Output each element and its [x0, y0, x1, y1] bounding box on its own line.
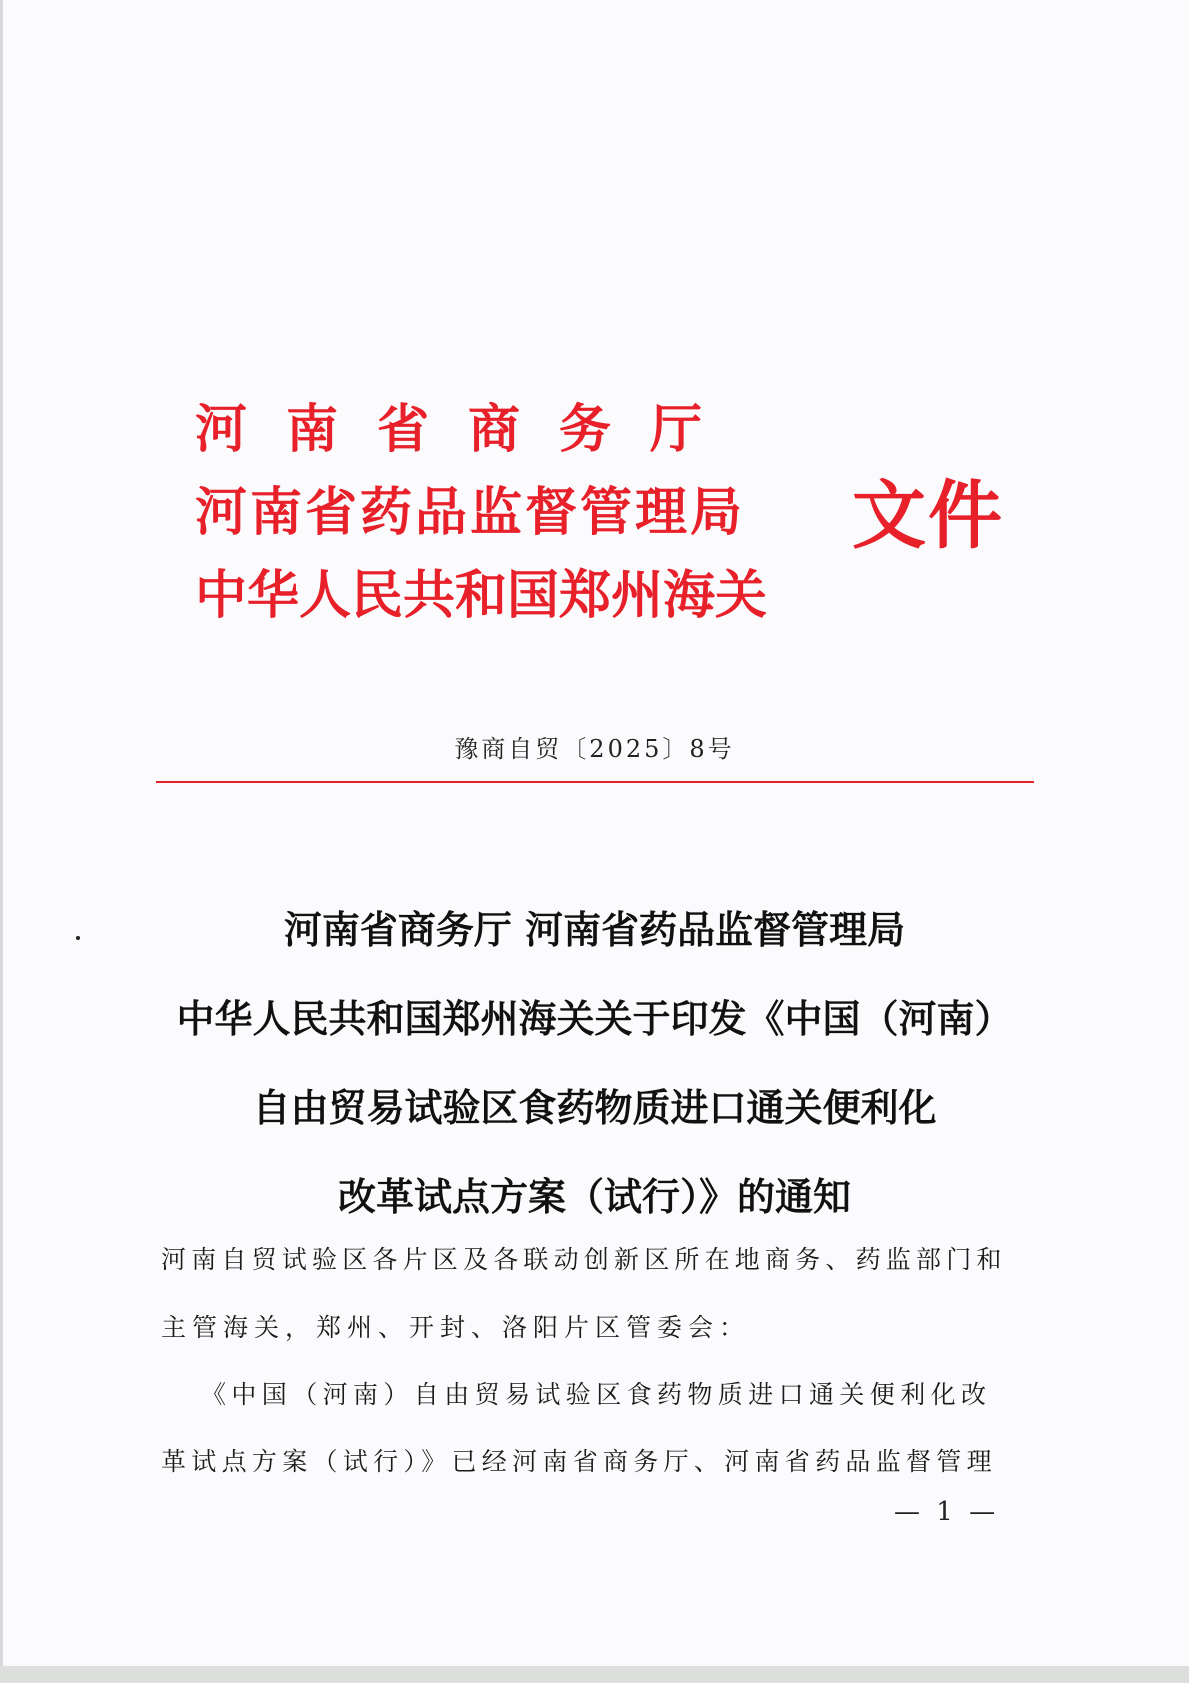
- scan-left-edge: [0, 0, 3, 1666]
- title-line: 改革试点方案（试行）》的通知: [337, 1174, 851, 1219]
- scan-bottom-strip: [0, 1666, 1189, 1683]
- body-text-line: 河南自贸试验区各片区及各联动创新区所在地商务、药监部门和: [161, 1245, 1007, 1274]
- letterhead-doc-type: 文件: [852, 473, 1004, 559]
- title-line: 自由贸易试验区食药物质进口通关便利化: [252, 1085, 937, 1130]
- issuer-zhengzhou-customs: 中华人民共和国郑州海关: [195, 566, 768, 626]
- page-number: — 1 —: [894, 1497, 1000, 1527]
- document-number: 豫商自贸〔2025〕8号: [454, 735, 735, 763]
- body-text-line: 《中国（河南）自由贸易试验区食药物质进口通关便利化改: [201, 1380, 992, 1409]
- letterhead-red-rule: [156, 781, 1034, 783]
- title-line: 河南省商务厅 河南省药品监督管理局: [283, 907, 906, 952]
- issuer-commerce-department: 河南省商务厅: [195, 400, 742, 460]
- body-text-line: 主管海关，郑州、开封、洛阳片区管委会：: [161, 1313, 751, 1342]
- issuer-drug-administration: 河南省药品监督管理局: [195, 483, 746, 543]
- body-text-line: 革试点方案（试行）》已经河南省商务厅、河南省药品监督管理: [161, 1447, 997, 1476]
- title-line: 中华人民共和国郑州海关关于印发《中国（河南）: [176, 996, 1013, 1041]
